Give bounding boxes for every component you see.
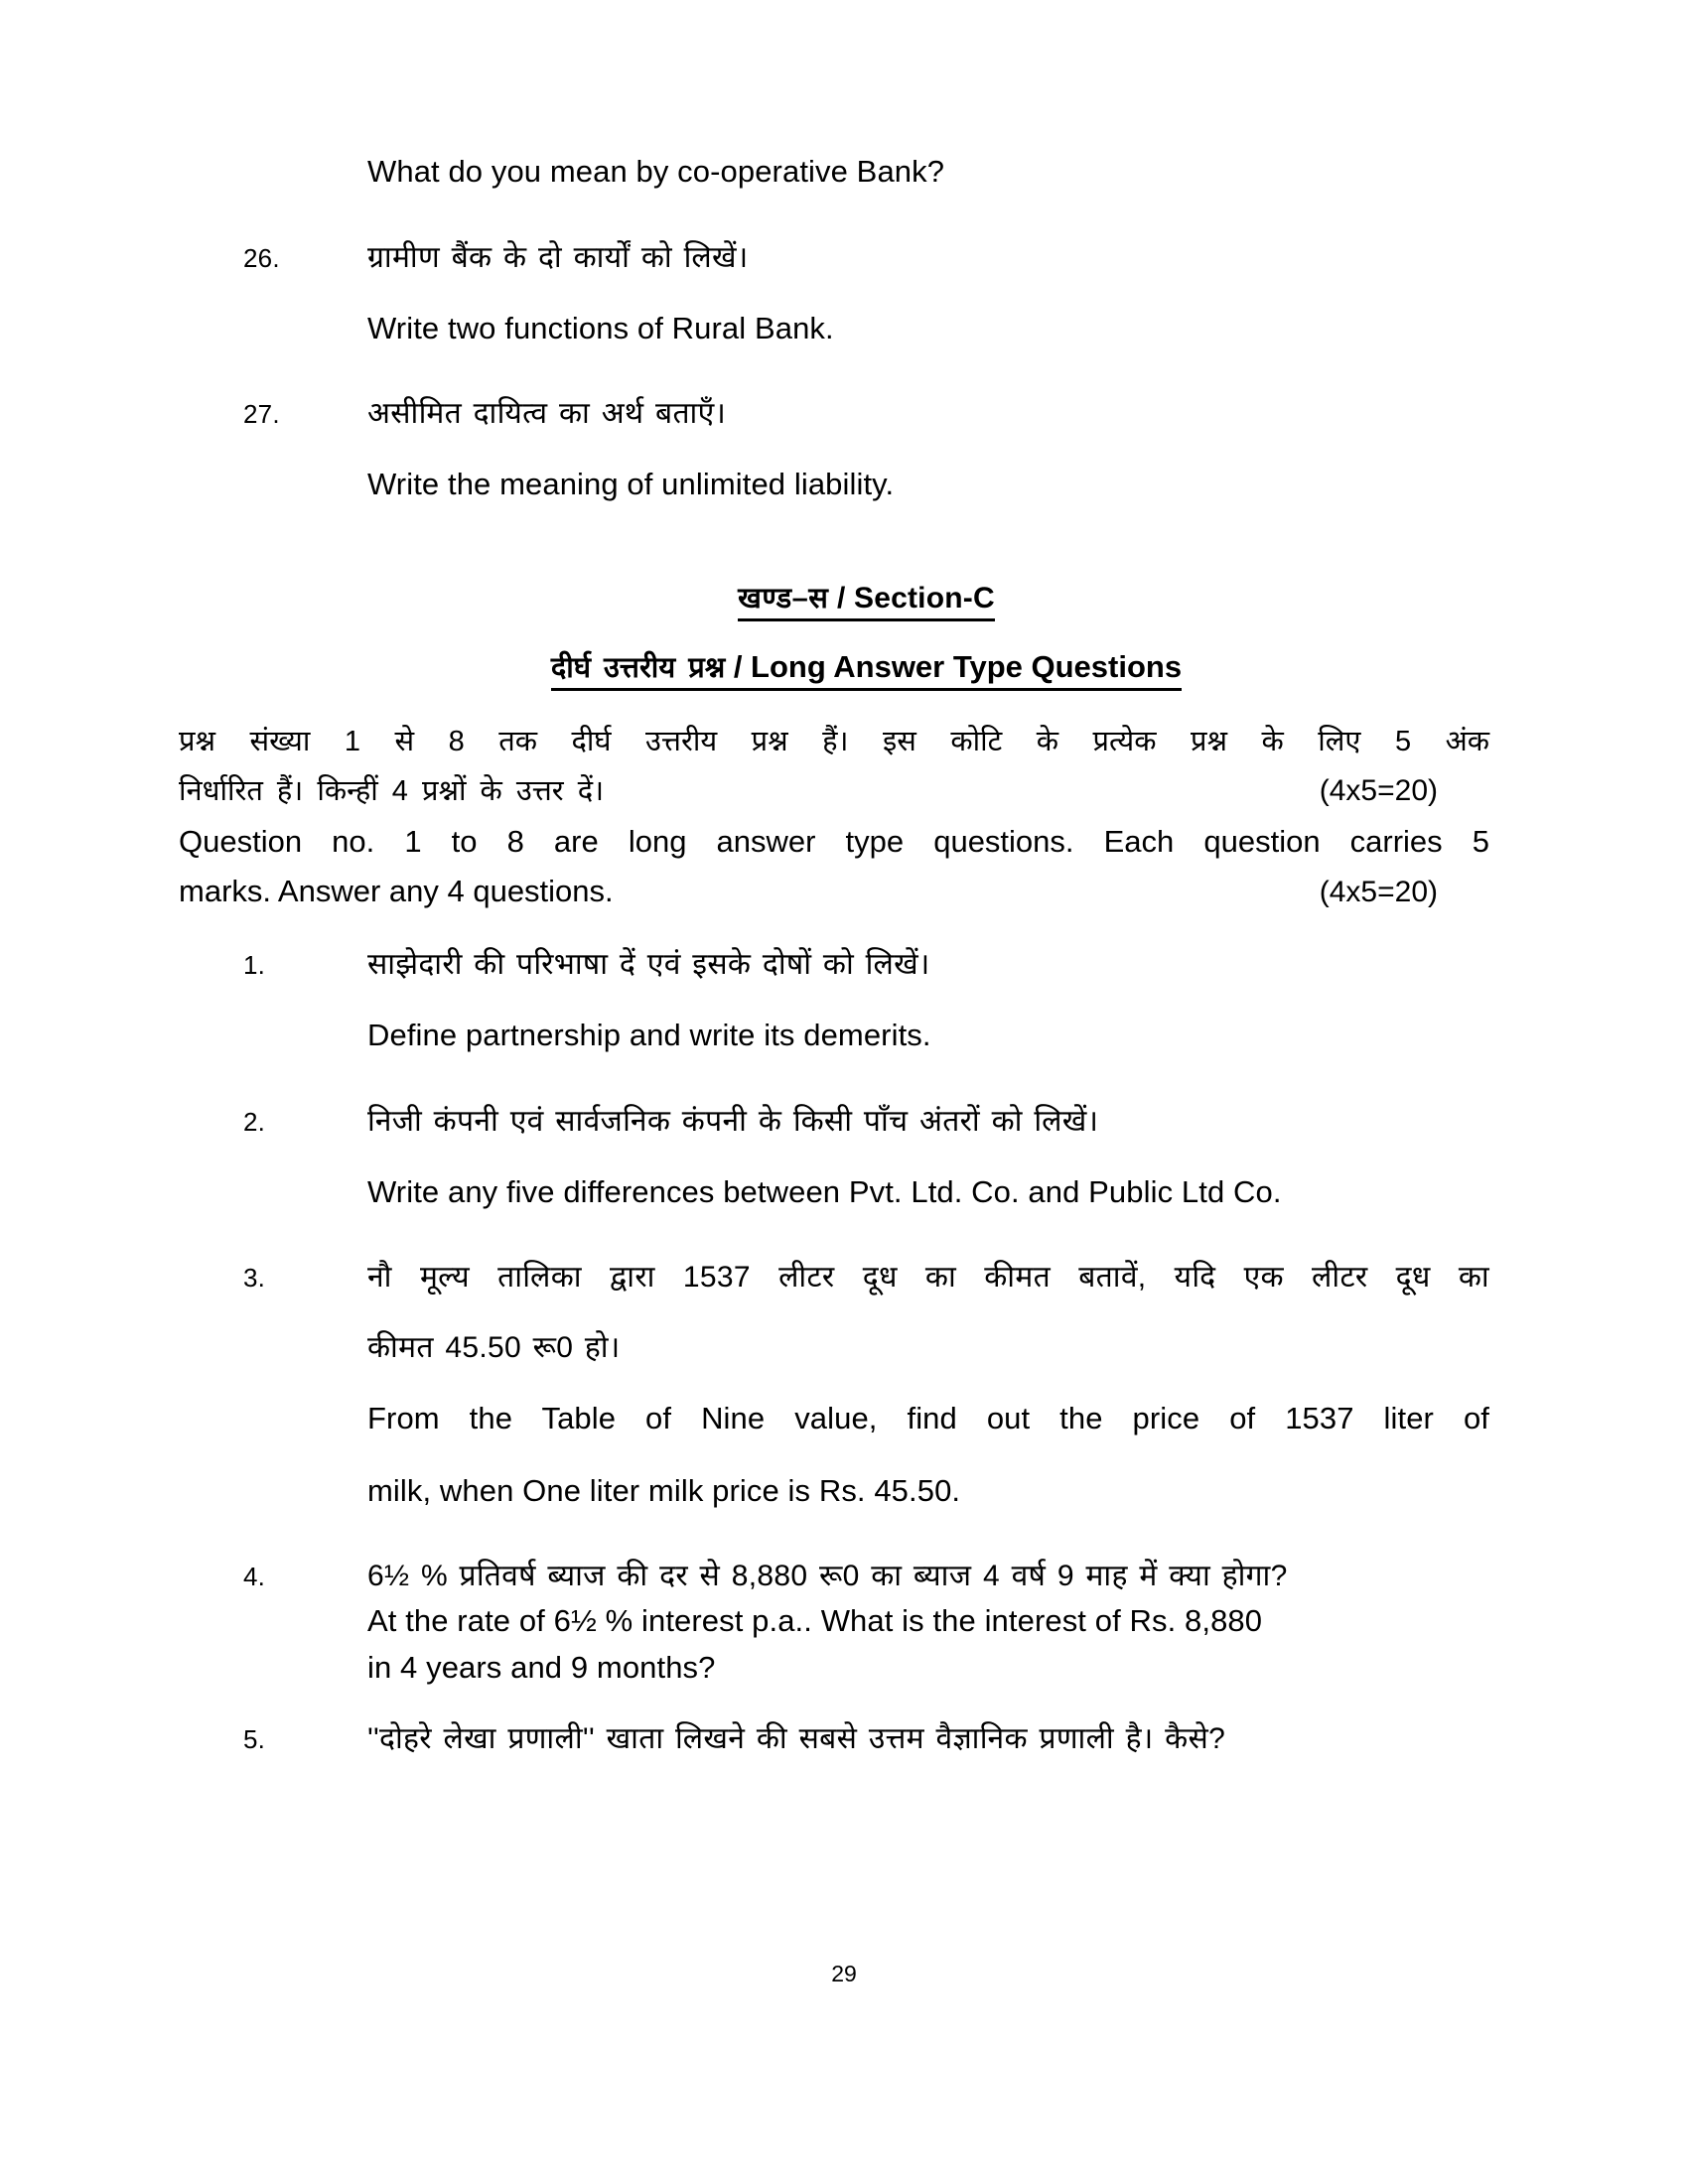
question-number: 5.: [243, 1724, 266, 1755]
instructions-hindi-line2: निर्धारित हैं। किन्हीं 4 प्रश्नों के उत्तर दें।: [179, 775, 605, 808]
question-number: 26.: [243, 242, 280, 273]
question-number: 2.: [243, 1106, 266, 1137]
instructions-block: [179, 717, 1489, 917]
question-text-hindi: ''दोहरे लेखा प्रणाली'' खाता लिखने की सबसे उत्तम वैज्ञानिक प्रणाली है। कैसे?: [367, 1722, 1226, 1756]
long-question-2-english: [243, 1169, 1489, 1216]
question-text-english: Write two functions of Rural Bank.: [367, 310, 834, 345]
question-number: [243, 149, 367, 155]
question-text-english: Define partnership and write its demerits.: [367, 1018, 931, 1053]
question-text-hindi: 6½ % प्रतिवर्ष ब्याज की दर से 8,880 रू0 का ब्याज 4 वर्ष 9 माह में क्या होगा?: [367, 1560, 1288, 1593]
question-text-hindi: निजी कंपनी एवं सार्वजनिक कंपनी के किसी पाँच अंतरों को लिखें।: [367, 1104, 1099, 1138]
question-text-english: Write the meaning of unlimited liability.: [367, 467, 895, 501]
question-text-hindi: साझेदारी की परिभाषा दें एवं इसके दोषों को लिखें।: [367, 948, 930, 982]
section-subheading-separator: /: [725, 648, 752, 684]
section-subheading: [243, 647, 1489, 691]
section-heading-english: Section-C: [854, 581, 995, 614]
question-26: [243, 235, 1489, 280]
question-number: 4.: [243, 1562, 266, 1592]
question-text-english-line1: From the Table of Nine value, find out the price of 1537 liter of: [367, 1401, 1489, 1436]
question-text-hindi-line2: कीमत 45.50 रू0 हो।: [367, 1331, 621, 1365]
instructions-english-line1: Question no. 1 to 8 are long answer type questions. Each question carries 5: [179, 824, 1489, 859]
instructions-hindi-line1: प्रश्न संख्या 1 से 8 तक दीर्घ उत्तरीय प्रश्न हैं। इस कोटि के प्रत्येक प्रश्न के लिए 5 अंक: [179, 725, 1489, 757]
long-question-4: [243, 1554, 1489, 1598]
page-content: [179, 149, 1489, 1761]
long-question-2: [243, 1099, 1489, 1144]
long-question-1: [243, 942, 1489, 987]
instructions-english-marks: (4x5=20): [1319, 876, 1438, 909]
section-subheading-english: Long Answer Type Questions: [751, 648, 1183, 684]
question-27-english: [243, 462, 1489, 508]
question-number: 1.: [243, 950, 266, 981]
long-question-3-english: [243, 1396, 1489, 1514]
long-question-5: [243, 1716, 1489, 1761]
question-number: 27.: [243, 399, 280, 429]
question-text-english-line1: At the rate of 6½ % interest p.a.. What is the interest of Rs. 8,880: [367, 1603, 1263, 1639]
question-text-english: Write any five differences between Pvt. Ltd. Co. and Public Ltd Co.: [367, 1173, 1282, 1209]
question-text-hindi: असीमित दायित्व का अर्थ बताएँ।: [367, 397, 727, 430]
section-heading: [243, 578, 1489, 621]
question-27: [243, 391, 1489, 436]
question-text-english: What do you mean by co-operative Bank?: [367, 154, 945, 189]
section-heading-hindi: खण्ड–स: [738, 582, 829, 614]
question-text-english-line2: in 4 years and 9 months?: [367, 1649, 716, 1685]
long-question-4-english: [243, 1598, 1489, 1691]
question-text-hindi-line1: नौ मूल्य तालिका द्वारा 1537 लीटर दूध का कीमत बतावें, यदि एक लीटर दूध का: [367, 1261, 1489, 1295]
question-text-hindi: ग्रामीण बैंक के दो कार्यों को लिखें।: [367, 240, 749, 274]
question-carryover: [243, 149, 1489, 196]
question-26-english: [243, 306, 1489, 352]
long-question-1-english: [243, 1013, 1489, 1059]
instructions-hindi-line2-row: [179, 766, 1489, 817]
instructions-english-line2-row: [179, 867, 1489, 916]
question-text-english-line2: milk, when One liter milk price is Rs. 45.50.: [367, 1472, 961, 1508]
section-subheading-hindi: दीर्घ उत्तरीय प्रश्न: [550, 651, 726, 684]
section-heading-separator: /: [828, 581, 855, 614]
instructions-english-line2: marks. Answer any 4 questions.: [179, 874, 614, 909]
long-question-3-hindi-line2: [243, 1325, 1489, 1370]
long-question-3: [243, 1255, 1489, 1299]
page-number: 29: [831, 1961, 857, 1986]
instructions-hindi-marks: (4x5=20): [1319, 774, 1438, 808]
question-number: 3.: [243, 1263, 266, 1294]
